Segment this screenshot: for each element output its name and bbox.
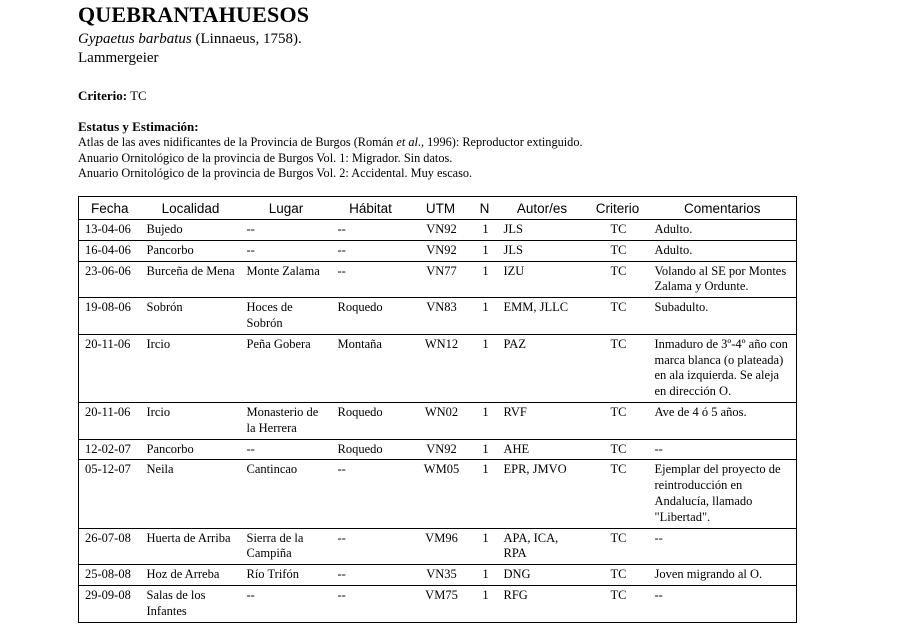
cell-n: 1 (472, 460, 498, 528)
cell-fecha: 25-08-08 (79, 565, 141, 586)
cell-lugar: Río Trifón (241, 565, 332, 586)
cell-n: 1 (472, 220, 498, 241)
cell-comentarios: Ave de 4 ó 5 años. (649, 402, 797, 439)
cell-comentarios: -- (649, 528, 797, 565)
cell-n: 1 (472, 334, 498, 402)
cell-lugar: -- (241, 220, 332, 241)
cell-utm: VN92 (410, 439, 472, 460)
cell-habitat: -- (332, 585, 410, 622)
cell-n: 1 (472, 402, 498, 439)
cell-habitat: -- (332, 261, 410, 298)
cell-localidad: Salas de los Infantes (141, 585, 241, 622)
status-lines (78, 135, 583, 182)
cell-lugar: -- (241, 439, 332, 460)
cell-fecha: 20-11-06 (79, 334, 141, 402)
criterio-label: Criterio: (78, 88, 128, 103)
cell-habitat: -- (332, 240, 410, 261)
scientific-name-line (78, 31, 302, 48)
column-header: N (472, 197, 498, 220)
cell-fecha: 13-04-06 (79, 220, 141, 241)
cell-comentarios: Inmaduro de 3º-4º año con marca blanca (o plateada) en ala izquierda. Se aleja en dirección O. (649, 334, 797, 402)
table-row (79, 261, 797, 298)
table-row (79, 334, 797, 402)
cell-comentarios: -- (649, 439, 797, 460)
cell-comentarios: Adulto. (649, 240, 797, 261)
cell-localidad: Sobrón (141, 298, 241, 335)
cell-criterio: TC (587, 565, 649, 586)
cell-autores: DNG (498, 565, 587, 586)
cell-lugar: -- (241, 585, 332, 622)
cell-utm: VM75 (410, 585, 472, 622)
cell-criterio: TC (587, 261, 649, 298)
column-header: Criterio (587, 197, 649, 220)
cell-localidad: Pancorbo (141, 439, 241, 460)
column-header: Lugar (241, 197, 332, 220)
cell-comentarios: -- (649, 585, 797, 622)
species-title: QUEBRANTAHUESOS (78, 2, 310, 27)
cell-fecha: 05-12-07 (79, 460, 141, 528)
cell-autores: IZU (498, 261, 587, 298)
cell-lugar: Peña Gobera (241, 334, 332, 402)
table-row (79, 565, 797, 586)
cell-fecha: 16-04-06 (79, 240, 141, 261)
cell-autores: APA, ICA, RPA (498, 528, 587, 565)
cell-autores: JLS (498, 220, 587, 241)
cell-habitat: Montaña (332, 334, 410, 402)
table-row (79, 402, 797, 439)
cell-fecha: 19-08-06 (79, 298, 141, 335)
cell-habitat: -- (332, 565, 410, 586)
cell-utm: VN92 (410, 220, 472, 241)
cell-localidad: Ircio (141, 334, 241, 402)
table-row (79, 220, 797, 241)
cell-utm: VM96 (410, 528, 472, 565)
column-header: Hábitat (332, 197, 410, 220)
cell-fecha: 26-07-08 (79, 528, 141, 565)
status-line: Atlas de las aves nidificantes de la Provincia de Burgos (Román et al., 1996): Reproductor extinguido. (78, 135, 583, 149)
cell-n: 1 (472, 565, 498, 586)
column-header: Comentarios (649, 197, 797, 220)
cell-n: 1 (472, 439, 498, 460)
cell-autores: PAZ (498, 334, 587, 402)
cell-localidad: Neila (141, 460, 241, 528)
cell-lugar: Sierra de la Campiña (241, 528, 332, 565)
cell-comentarios: Subadulto. (649, 298, 797, 335)
status-line: Anuario Ornitológico de la provincia de Burgos Vol. 1: Migrador. Sin datos. (78, 150, 453, 165)
cell-utm: VN77 (410, 261, 472, 298)
cell-autores: JLS (498, 240, 587, 261)
cell-lugar: Cantincao (241, 460, 332, 528)
cell-autores: RFG (498, 585, 587, 622)
cell-localidad: Huerta de Arriba (141, 528, 241, 565)
cell-lugar: Monasterio de la Herrera (241, 402, 332, 439)
cell-habitat: Roquedo (332, 439, 410, 460)
cell-comentarios: Adulto. (649, 220, 797, 241)
table-row (79, 585, 797, 622)
cell-n: 1 (472, 261, 498, 298)
cell-fecha: 12-02-07 (79, 439, 141, 460)
column-header: Autor/es (498, 197, 587, 220)
cell-criterio: TC (587, 460, 649, 528)
cell-criterio: TC (587, 298, 649, 335)
status-heading: Estatus y Estimación: (78, 119, 199, 134)
cell-utm: VN92 (410, 240, 472, 261)
cell-autores: AHE (498, 439, 587, 460)
column-header: Fecha (79, 197, 141, 220)
cell-utm: VN83 (410, 298, 472, 335)
status-line: Anuario Ornitológico de la provincia de Burgos Vol. 2: Accidental. Muy escaso. (78, 166, 473, 181)
common-name: Lammergeier (78, 50, 159, 66)
observations-table (78, 196, 797, 623)
table-row (79, 439, 797, 460)
cell-criterio: TC (587, 220, 649, 241)
criterio-value: TC (130, 88, 147, 103)
scientific-name: Gypaetus barbatus (78, 31, 192, 47)
cell-comentarios: Volando al SE por Montes Zalama y Ordunte. (649, 261, 797, 298)
cell-fecha: 23-06-06 (79, 261, 141, 298)
cell-lugar: Monte Zalama (241, 261, 332, 298)
cell-criterio: TC (587, 402, 649, 439)
cell-autores: EPR, JMVO (498, 460, 587, 528)
table-row (79, 460, 797, 528)
cell-criterio: TC (587, 439, 649, 460)
column-header: Localidad (141, 197, 241, 220)
cell-comentarios: Ejemplar del proyecto de reintroducción en Andalucía, llamado "Libertad". (649, 460, 797, 528)
cell-utm: WM05 (410, 460, 472, 528)
criterio-line (78, 88, 147, 104)
table-row (79, 528, 797, 565)
cell-n: 1 (472, 585, 498, 622)
column-header: UTM (410, 197, 472, 220)
cell-autores: EMM, JLLC (498, 298, 587, 335)
cell-n: 1 (472, 528, 498, 565)
cell-utm: VN35 (410, 565, 472, 586)
cell-comentarios: Joven migrando al O. (649, 565, 797, 586)
cell-habitat: -- (332, 460, 410, 528)
table-header-row (79, 197, 797, 220)
cell-habitat: Roquedo (332, 298, 410, 335)
cell-criterio: TC (587, 240, 649, 261)
cell-localidad: Bujedo (141, 220, 241, 241)
taxon-author: (Linnaeus, 1758). (195, 31, 302, 47)
cell-fecha: 20-11-06 (79, 402, 141, 439)
cell-fecha: 29-09-08 (79, 585, 141, 622)
cell-localidad: Hoz de Arreba (141, 565, 241, 586)
cell-criterio: TC (587, 528, 649, 565)
cell-criterio: TC (587, 334, 649, 402)
cell-utm: WN12 (410, 334, 472, 402)
cell-n: 1 (472, 298, 498, 335)
cell-localidad: Burceña de Mena (141, 261, 241, 298)
cell-localidad: Ircio (141, 402, 241, 439)
cell-habitat: -- (332, 528, 410, 565)
cell-n: 1 (472, 240, 498, 261)
cell-lugar: Hoces de Sobrón (241, 298, 332, 335)
table-row (79, 240, 797, 261)
cell-criterio: TC (587, 585, 649, 622)
cell-habitat: Roquedo (332, 402, 410, 439)
cell-utm: WN02 (410, 402, 472, 439)
cell-localidad: Pancorbo (141, 240, 241, 261)
cell-lugar: -- (241, 240, 332, 261)
cell-autores: RVF (498, 402, 587, 439)
cell-habitat: -- (332, 220, 410, 241)
table-row (79, 298, 797, 335)
